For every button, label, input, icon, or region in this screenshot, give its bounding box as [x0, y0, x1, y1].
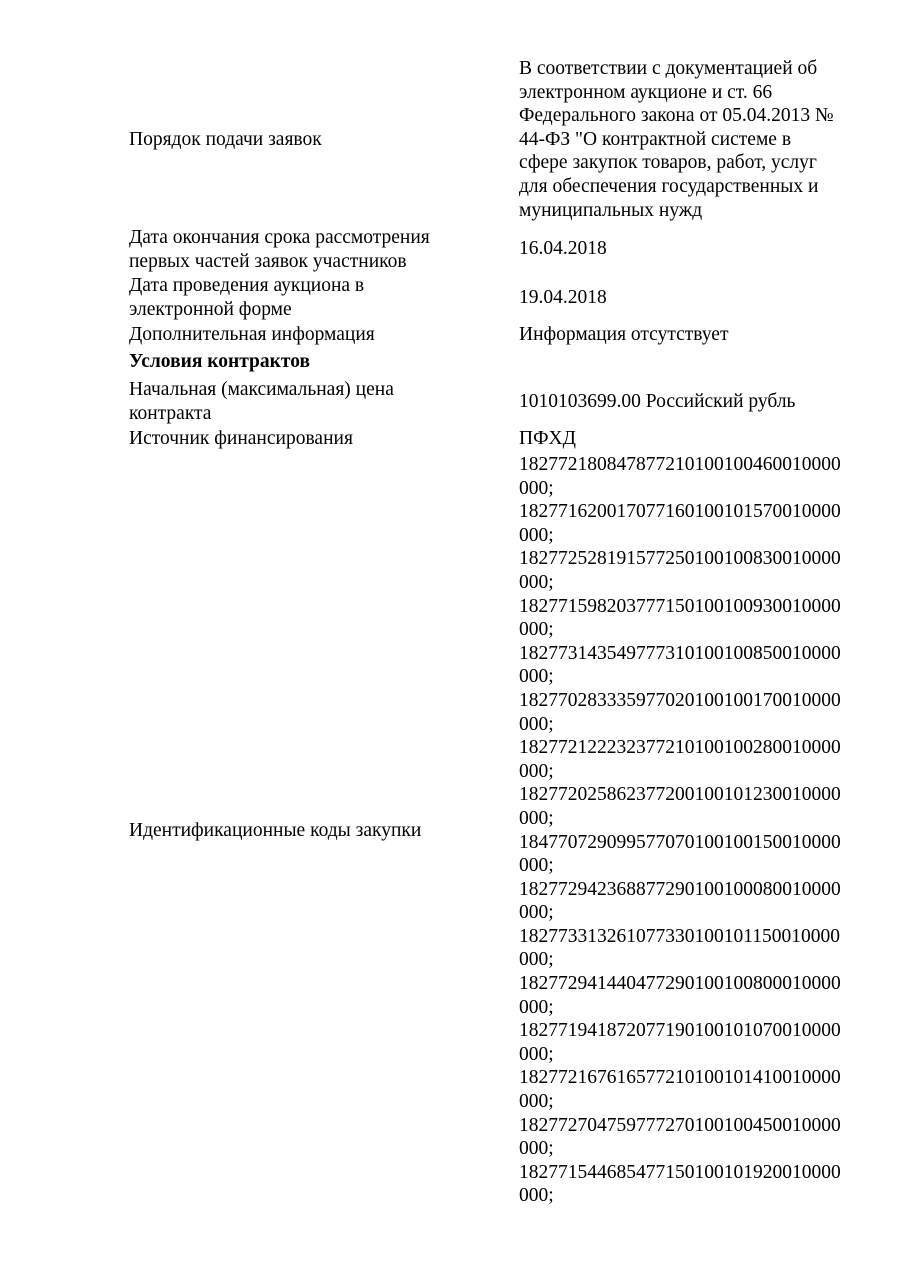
- auction-date-label: [129, 274, 489, 321]
- text-line: Федерального закона от 05.04.2013 №: [519, 105, 834, 127]
- purchase-code: 182772941440477290100100800010000: [519, 973, 841, 995]
- initial-price-label: [129, 378, 489, 425]
- purchase-code: 182772704759777270100100450010000: [519, 1114, 841, 1136]
- purchase-code-suffix: 000;: [519, 1043, 554, 1065]
- purchase-code-suffix: 000;: [519, 477, 554, 499]
- purchase-code: 182771620017077160100101570010000: [519, 501, 841, 523]
- purchase-code: 182772528191577250100100830010000: [519, 548, 841, 570]
- purchase-codes-label: Идентификационные коды закупки: [129, 820, 422, 841]
- text-line: муниципальных нужд: [519, 199, 703, 221]
- text-line: электронной форме: [129, 298, 292, 320]
- text-line: Дата проведения аукциона в: [129, 275, 365, 296]
- purchase-code: 182771598203777150100100930010000: [519, 595, 841, 617]
- purchase-code-suffix: 000;: [519, 571, 554, 593]
- text-line: Дата окончания срока рассмотрения: [129, 227, 430, 248]
- text-line: для обеспечения государственных и: [519, 175, 819, 197]
- purchase-code: 182772180847877210100100460010000: [519, 454, 841, 475]
- text-line: контракта: [129, 402, 212, 424]
- purchase-code-suffix: 000;: [519, 807, 554, 829]
- purchase-code-suffix: 000;: [519, 1185, 554, 1207]
- purchase-code: 182771941872077190100101070010000: [519, 1020, 841, 1042]
- purchase-code-suffix: 000;: [519, 996, 554, 1018]
- purchase-code: 182772942368877290100100080010000: [519, 878, 841, 900]
- purchase-code-suffix: 000;: [519, 713, 554, 735]
- purchase-code-suffix: 000;: [519, 760, 554, 782]
- additional-info-value: Информация отсутствует: [519, 324, 729, 345]
- text-line: Начальная (максимальная) цена: [129, 379, 394, 400]
- purchase-code: 182771544685477150100101920010000: [519, 1161, 841, 1183]
- purchase-code-suffix: 000;: [519, 902, 554, 924]
- purchase-code-suffix: 000;: [519, 1138, 554, 1160]
- text-line: В соответствии с документацией об: [519, 58, 818, 79]
- text-line: электронном аукционе и ст. 66: [519, 81, 773, 103]
- section-heading: Условия контрактов: [129, 351, 310, 372]
- funding-source-value: ПФХД: [519, 428, 576, 449]
- review-end-date-label: [129, 226, 489, 273]
- submission-order-label: Порядок подачи заявок: [129, 129, 322, 150]
- initial-price-value: 1010103699.00 Российский рубль: [519, 391, 796, 412]
- review-end-date-value: 16.04.2018: [519, 238, 607, 259]
- purchase-code: 184770729099577070100100150010000: [519, 831, 841, 853]
- purchase-code: 182772167616577210100101410010000: [519, 1067, 841, 1089]
- purchase-code: 182773143549777310100100850010000: [519, 642, 841, 664]
- additional-info-label: Дополнительная информация: [129, 324, 375, 345]
- funding-source-label: Источник финансирования: [129, 428, 353, 449]
- purchase-code-suffix: 000;: [519, 949, 554, 971]
- submission-order-value: [519, 57, 869, 222]
- purchase-code-suffix: 000;: [519, 855, 554, 877]
- purchase-code: 182773313261077330100101150010000: [519, 925, 841, 947]
- purchase-code: 182770283335977020100100170010000: [519, 689, 841, 711]
- text-line: сфере закупок товаров, работ, услуг: [519, 152, 817, 174]
- purchase-code: 182772122232377210100100280010000: [519, 737, 841, 759]
- purchase-code-suffix: 000;: [519, 619, 554, 641]
- purchase-codes-list: [519, 453, 879, 1208]
- purchase-code-suffix: 000;: [519, 1091, 554, 1113]
- auction-date-value: 19.04.2018: [519, 287, 607, 308]
- text-line: первых частей заявок участников: [129, 250, 407, 272]
- purchase-code-suffix: 000;: [519, 666, 554, 688]
- text-line: 44-ФЗ "О контрактной системе в: [519, 128, 792, 150]
- purchase-code: 182772025862377200100101230010000: [519, 784, 841, 806]
- purchase-code-suffix: 000;: [519, 524, 554, 546]
